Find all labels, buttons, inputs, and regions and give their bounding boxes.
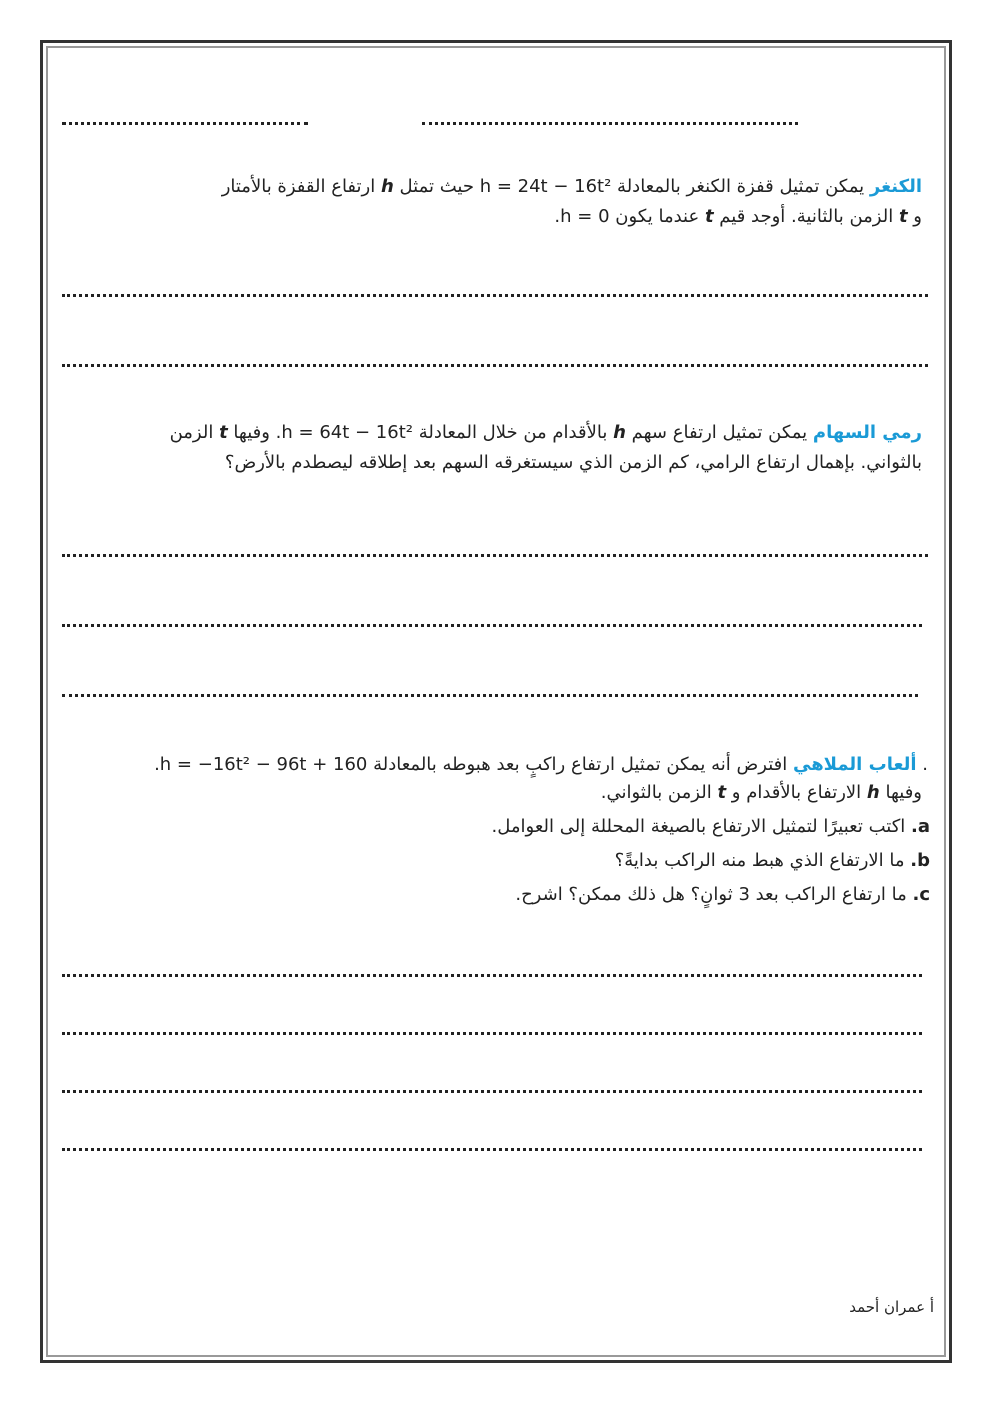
answer-line[interactable] [62,624,922,627]
problem-1-keyword: الكنغر [869,176,922,197]
problem-3-equation: h = −16t² − 96t + 160 [159,754,368,775]
problem-3-keyword: ألعاب الملاهي [792,754,917,775]
name-blank-line[interactable] [62,122,308,125]
question-b: b. ما الارتفاع الذي هبط منه الراكب بدايةً؟ [614,850,930,871]
question-a: a. اكتب تعبيرًا لتمثيل الارتفاع بالصيغة المحللة إلى العوامل. [491,816,930,837]
class-blank-line[interactable] [422,122,798,125]
answer-line[interactable] [62,554,928,557]
answer-line[interactable] [62,1032,922,1035]
answer-line[interactable] [62,694,918,697]
question-c: c. ما ارتفاع الراكب بعد 3 ثوانٍ؟ هل ذلك ممكن؟ اشرح. [515,884,930,905]
problem-1: الكنغر يمكن تمثيل قفزة الكنغر بالمعادلة h = 24t − 16t² حيث تمثل h ارتفاع القفزة بالأمتار و t الزمن بالثانية. أوجد قيم t عندما يكون h = 0. [221,176,922,227]
problem-2: رمي السهام يمكن تمثيل ارتفاع سهم h بالأقدام من خلال المعادلة h = 64t − 16t². وفيها t الزمن بالثواني. بإهمال ارتفاع الرامي، كم الزمن الذي سيستغرقه السهم بعد إطلاقه ليصطدم بالأرض؟ [169,422,922,473]
answer-line[interactable] [62,974,922,977]
problem-3: . ألعاب الملاهي افترض أنه يمكن تمثيل ارتفاع راكبٍ بعد هبوطه بالمعادلة h = −16t² − 96t + 160. [154,754,928,775]
problem-2-equation: h = 64t − 16t² [281,422,413,443]
answer-line[interactable] [62,1148,922,1151]
answer-line[interactable] [62,1090,922,1093]
answer-line[interactable] [62,364,928,367]
teacher-signature: أ عمران أحمد [849,1298,934,1316]
problem-2-keyword: رمي السهام [812,422,922,443]
answer-line[interactable] [62,294,928,297]
problem-3-line2: وفيها h الارتفاع بالأقدام و t الزمن بالثواني. [600,782,922,803]
page-border-inner [46,46,946,1357]
problem-1-equation: h = 24t − 16t² [479,176,612,197]
